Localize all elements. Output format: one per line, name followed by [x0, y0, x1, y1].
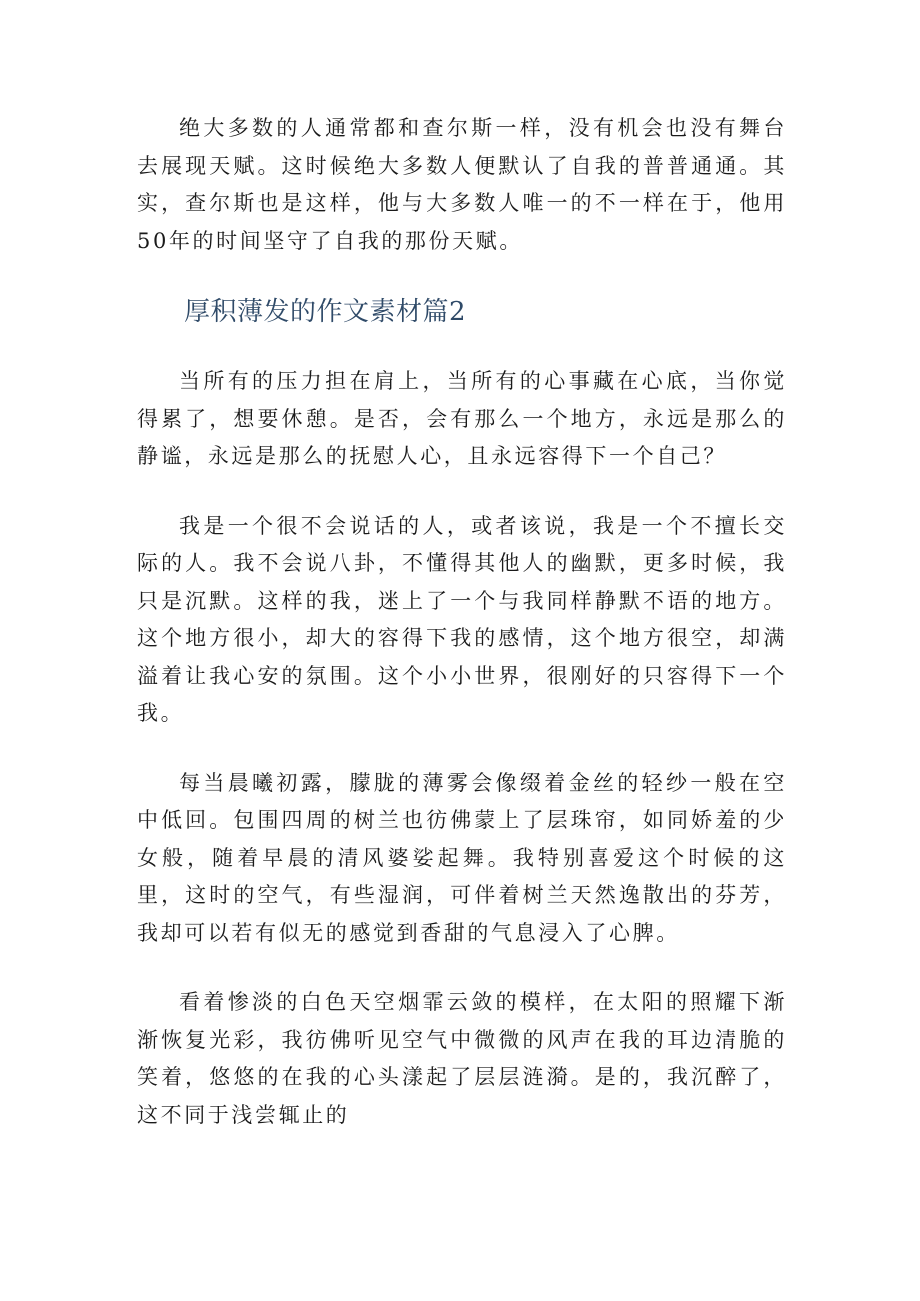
- section-heading: 厚积薄发的作文素材篇2: [184, 297, 467, 327]
- body-paragraph-4: 看着惨淡的白色天空烟霏云敛的模样，在太阳的照耀下渐渐恢复光彩，我彷佛听见空气中微微的风声在我的耳边清脆的笑着，悠悠的在我的心头漾起了层层涟漪。是的，我沉醉了，这不同于浅尝辄止的: [137, 990, 787, 1127]
- body-paragraph-3: 每当晨曦初露，朦胧的薄雾会像缀着金丝的轻纱一般在空中低回。包围四周的树兰也彷佛蒙上了层珠帘，如同娇羞的少女般，随着早晨的清风婆娑起舞。我特别喜爱这个时候的这里，这时的空气，有些湿润，可伴着树兰天然逸散出的芬芳，我却可以若有似无的感觉到香甜的气息浸入了心脾。: [137, 770, 787, 945]
- document-page: [137, 110, 787, 1134]
- body-paragraph-1: 当所有的压力担在肩上，当所有的心事藏在心底，当你觉得累了，想要休憩。是否，会有那么一个地方，永远是那么的静谧，永远是那么的抚慰人心，且永远容得下一个自己？: [137, 369, 787, 468]
- body-paragraph-2: 我是一个很不会说话的人，或者该说，我是一个不擅长交际的人。我不会说八卦，不懂得其他人的幽默，更多时候，我只是沉默。这样的我，迷上了一个与我同样静默不语的地方。这个地方很小，却大的容得下我的感情，这个地方很空，却满溢着让我心安的氛围。这个小小世界，很刚好的只容得下一个我。: [137, 513, 787, 725]
- intro-paragraph: 绝大多数的人通常都和查尔斯一样，没有机会也没有舞台去展现天赋。这时候绝大多数人便默认了自我的普普通通。其实，查尔斯也是这样，他与大多数人唯一的不一样在于，他用50年的时间坚守了自我的那份天赋。: [137, 116, 787, 253]
